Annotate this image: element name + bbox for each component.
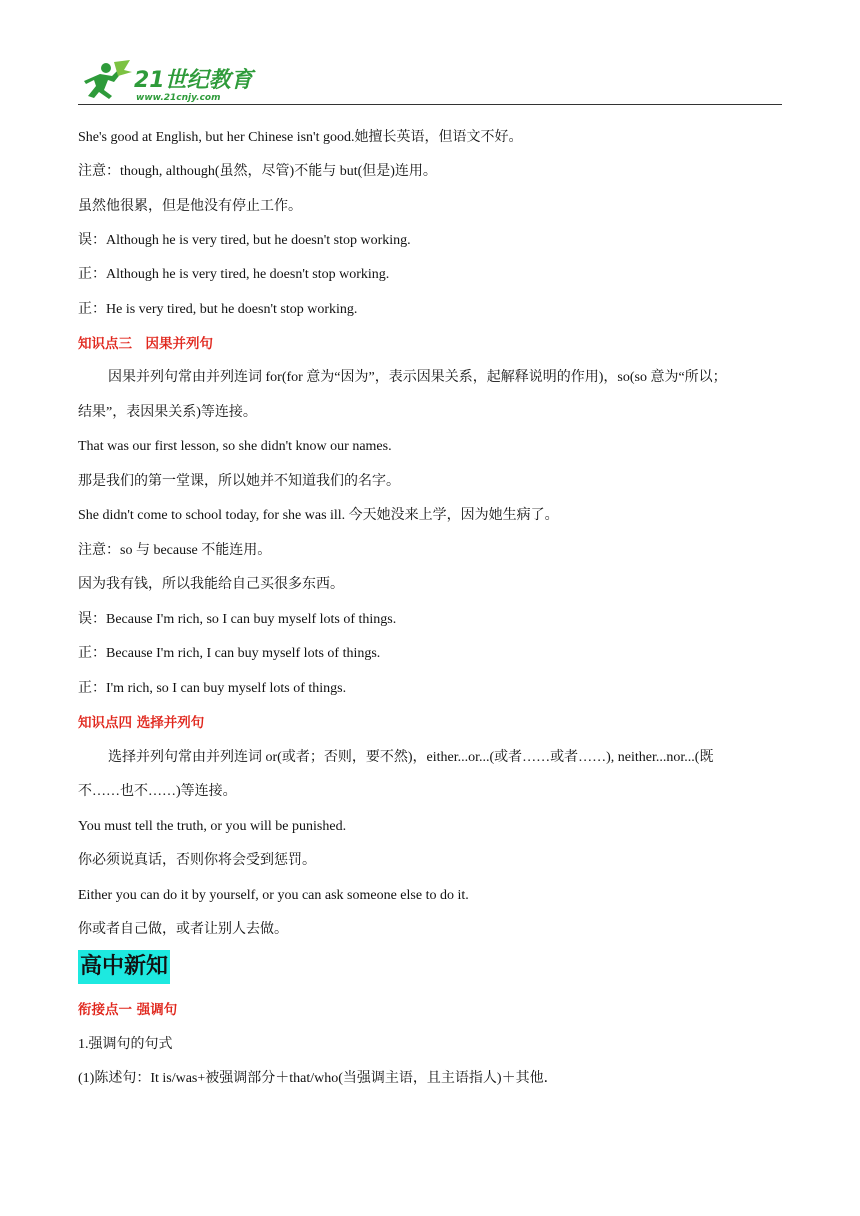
text-line: 你必须说真话，否则你将会受到惩罚。 (78, 853, 316, 868)
logo-url: www.21cnjy.com (136, 93, 221, 103)
keypoint-heading-3: 知识点三 因果并列句 (78, 336, 213, 352)
text-line: 因果并列句常由并列连词 for(for 意为“因为”，表示因果关系，起解释说明的作用)，so(so 意为“所以； (108, 370, 727, 385)
text-line: 误：Because I'm rich, so I can buy myself lots of things. (78, 612, 397, 627)
text-line: She's good at English, but her Chinese isn't good.她擅长英语，但语文不好。 (78, 130, 523, 145)
text-line: That was our first lesson, so she didn't know our names. (78, 439, 392, 454)
text-line: 误：Although he is very tired, but he doesn't stop working. (78, 233, 411, 248)
text-line: 1.强调句的句式 (78, 1037, 173, 1052)
runner-icon (84, 60, 132, 99)
page-header (78, 58, 782, 106)
text-line: 正：I'm rich, so I can buy myself lots of things. (78, 681, 347, 696)
text-line: 虽然他很累，但是他没有停止工作。 (78, 199, 302, 214)
text-line: 选择并列句常由并列连词 or(或者；否则，要不然)，either...or...(或者……或者……), neither...nor...(既 (108, 750, 714, 765)
text-line: 不……也不……)等连接。 (78, 784, 237, 799)
text-line: 正：Although he is very tired, he doesn't stop working. (78, 267, 390, 282)
text-line: (1)陈述句：It is/was+被强调部分＋that/who(当强调主语，且主语指人)＋其他． (78, 1071, 558, 1086)
logo-21cnjy (78, 58, 258, 104)
text-line: 正：He is very tired, but he doesn't stop working. (78, 302, 358, 317)
text-line: 正：Because I'm rich, I can buy myself lots of things. (78, 646, 381, 661)
text-line: You must tell the truth, or you will be punished. (78, 819, 347, 834)
text-line: 因为我有钱，所以我能给自己买很多东西。 (78, 577, 344, 592)
text-line: Either you can do it by yourself, or you can ask someone else to do it. (78, 888, 469, 903)
keypoint-heading-4: 知识点四 选择并列句 (78, 715, 205, 731)
logo-text: 21世纪教育 (134, 68, 253, 93)
section-title-highlight: 高中新知 (78, 950, 170, 984)
link-point-heading-1: 衔接点一 强调句 (78, 1002, 178, 1018)
text-line: 那是我们的第一堂课，所以她并不知道我们的名字。 (78, 474, 400, 489)
text-line: She didn't come to school today, for she was ill. 今天她没来上学，因为她生病了。 (78, 508, 559, 523)
text-line: 结果”，表因果关系)等连接。 (78, 405, 257, 420)
header-divider (78, 104, 782, 105)
text-line: 注意：though, although(虽然，尽管)不能与 but(但是)连用。 (78, 164, 437, 179)
text-line: 注意：so 与 because 不能连用。 (78, 543, 272, 558)
text-line: 你或者自己做，或者让别人去做。 (78, 922, 288, 937)
